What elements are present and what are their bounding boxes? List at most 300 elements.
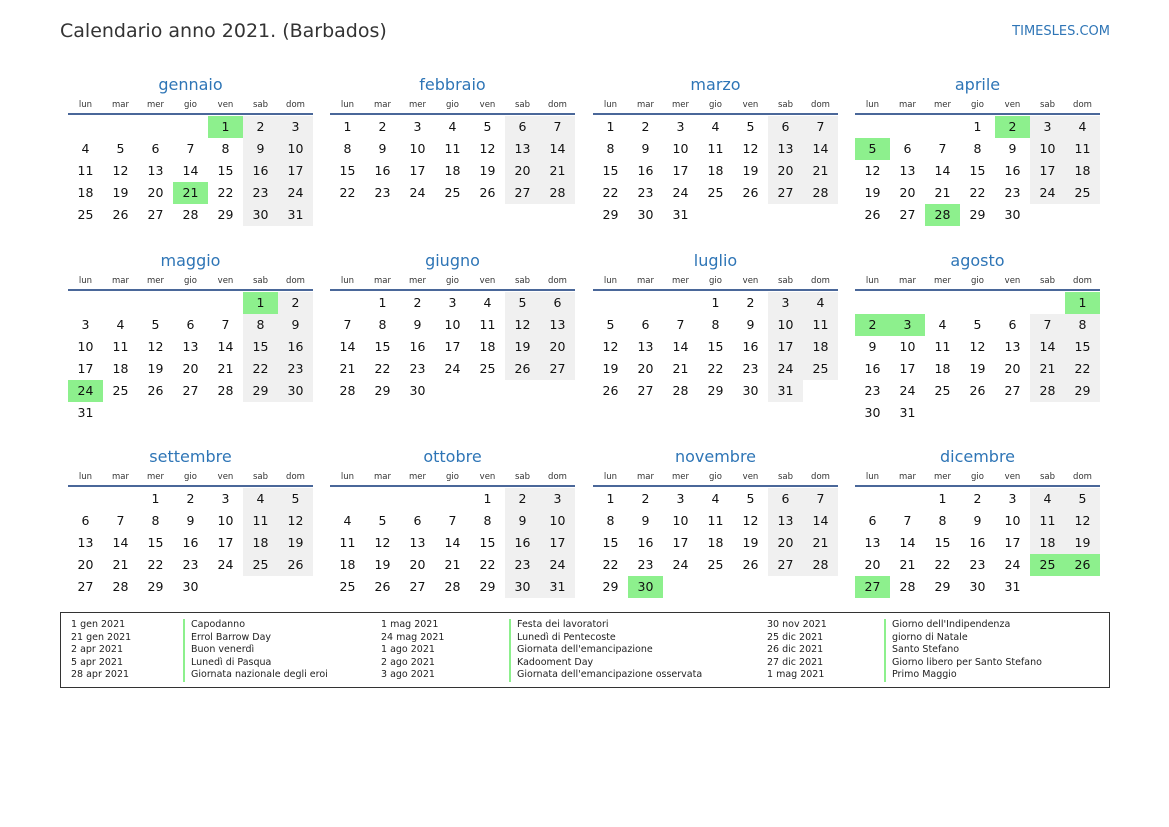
day-cell[interactable]: 19	[969, 361, 986, 376]
day-cell[interactable]: 14	[112, 535, 129, 550]
day-cell[interactable]: 26	[147, 383, 164, 398]
day-cell[interactable]: 2	[243, 116, 278, 138]
day-cell[interactable]: 24	[1030, 182, 1065, 204]
day-cell[interactable]: 13	[182, 339, 199, 354]
day-cell[interactable]: 31	[77, 405, 94, 420]
day-cell[interactable]: 28	[339, 383, 356, 398]
day-cell[interactable]: 9	[243, 138, 278, 160]
day-cell[interactable]: 20	[505, 160, 540, 182]
day-cell[interactable]: 21	[803, 160, 838, 182]
day-cell[interactable]: 3	[676, 491, 685, 506]
day-cell[interactable]: 28	[217, 383, 234, 398]
day-cell[interactable]: 7	[116, 513, 125, 528]
day-cell[interactable]: 8	[221, 141, 230, 156]
day-cell[interactable]: 30	[969, 579, 986, 594]
day-cell[interactable]: 4	[1030, 488, 1065, 510]
day-cell[interactable]: 19	[112, 185, 129, 200]
day-cell[interactable]: 20	[899, 185, 916, 200]
day-cell[interactable]: 8	[938, 513, 947, 528]
holiday-day-cell[interactable]: 1	[1065, 292, 1100, 314]
day-cell[interactable]: 15	[707, 339, 724, 354]
day-cell[interactable]: 30	[243, 204, 278, 226]
day-cell[interactable]: 13	[147, 163, 164, 178]
day-cell[interactable]: 20	[768, 532, 803, 554]
day-cell[interactable]: 1	[606, 119, 615, 134]
day-cell[interactable]: 7	[1030, 314, 1065, 336]
day-cell[interactable]: 14	[934, 163, 951, 178]
day-cell[interactable]: 30	[864, 405, 881, 420]
day-cell[interactable]: 10	[768, 314, 803, 336]
day-cell[interactable]: 19	[505, 336, 540, 358]
day-cell[interactable]: 30	[505, 576, 540, 598]
day-cell[interactable]: 13	[864, 535, 881, 550]
day-cell[interactable]: 15	[479, 535, 496, 550]
day-cell[interactable]: 26	[505, 358, 540, 380]
day-cell[interactable]: 1	[711, 295, 720, 310]
day-cell[interactable]: 17	[1004, 535, 1021, 550]
day-cell[interactable]: 20	[540, 336, 575, 358]
day-cell[interactable]: 27	[182, 383, 199, 398]
day-cell[interactable]: 21	[803, 532, 838, 554]
day-cell[interactable]: 22	[934, 557, 951, 572]
day-cell[interactable]: 22	[147, 557, 164, 572]
day-cell[interactable]: 13	[77, 535, 94, 550]
day-cell[interactable]: 22	[479, 557, 496, 572]
day-cell[interactable]: 13	[899, 163, 916, 178]
day-cell[interactable]: 9	[641, 513, 650, 528]
day-cell[interactable]: 26	[742, 557, 759, 572]
day-cell[interactable]: 27	[147, 207, 164, 222]
day-cell[interactable]: 15	[243, 336, 278, 358]
day-cell[interactable]: 29	[374, 383, 391, 398]
day-cell[interactable]: 9	[505, 510, 540, 532]
day-cell[interactable]: 3	[448, 295, 457, 310]
day-cell[interactable]: 18	[934, 361, 951, 376]
day-cell[interactable]: 1	[378, 295, 387, 310]
day-cell[interactable]: 23	[969, 557, 986, 572]
day-cell[interactable]: 9	[868, 339, 877, 354]
day-cell[interactable]: 20	[637, 361, 654, 376]
day-cell[interactable]: 6	[1008, 317, 1017, 332]
day-cell[interactable]: 17	[409, 163, 426, 178]
day-cell[interactable]: 30	[278, 380, 313, 402]
day-cell[interactable]: 6	[768, 488, 803, 510]
day-cell[interactable]: 10	[217, 513, 234, 528]
day-cell[interactable]: 29	[147, 579, 164, 594]
day-cell[interactable]: 24	[278, 182, 313, 204]
day-cell[interactable]: 11	[934, 339, 951, 354]
day-cell[interactable]: 24	[540, 554, 575, 576]
day-cell[interactable]: 18	[1030, 532, 1065, 554]
day-cell[interactable]: 15	[217, 163, 234, 178]
day-cell[interactable]: 25	[112, 383, 129, 398]
day-cell[interactable]: 17	[444, 339, 461, 354]
day-cell[interactable]: 23	[864, 383, 881, 398]
day-cell[interactable]: 31	[540, 576, 575, 598]
day-cell[interactable]: 8	[711, 317, 720, 332]
day-cell[interactable]: 26	[602, 383, 619, 398]
day-cell[interactable]: 25	[934, 383, 951, 398]
day-cell[interactable]: 17	[217, 535, 234, 550]
day-cell[interactable]: 17	[1030, 160, 1065, 182]
day-cell[interactable]: 3	[278, 116, 313, 138]
day-cell[interactable]: 1	[938, 491, 947, 506]
day-cell[interactable]: 10	[672, 513, 689, 528]
day-cell[interactable]: 20	[768, 160, 803, 182]
day-cell[interactable]: 16	[505, 532, 540, 554]
day-cell[interactable]: 15	[1065, 336, 1100, 358]
day-cell[interactable]: 15	[602, 535, 619, 550]
day-cell[interactable]: 4	[116, 317, 125, 332]
day-cell[interactable]: 7	[803, 488, 838, 510]
day-cell[interactable]: 25	[803, 358, 838, 380]
day-cell[interactable]: 21	[217, 361, 234, 376]
day-cell[interactable]: 6	[641, 317, 650, 332]
day-cell[interactable]: 2	[973, 491, 982, 506]
day-cell[interactable]: 30	[409, 383, 426, 398]
day-cell[interactable]: 12	[864, 163, 881, 178]
day-cell[interactable]: 25	[1065, 182, 1100, 204]
day-cell[interactable]: 2	[413, 295, 422, 310]
day-cell[interactable]: 23	[505, 554, 540, 576]
day-cell[interactable]: 11	[444, 141, 461, 156]
day-cell[interactable]: 10	[672, 141, 689, 156]
day-cell[interactable]: 24	[672, 557, 689, 572]
day-cell[interactable]: 10	[899, 339, 916, 354]
day-cell[interactable]: 11	[803, 314, 838, 336]
day-cell[interactable]: 4	[343, 513, 352, 528]
day-cell[interactable]: 18	[77, 185, 94, 200]
day-cell[interactable]: 26	[479, 185, 496, 200]
day-cell[interactable]: 10	[1004, 513, 1021, 528]
day-cell[interactable]: 16	[182, 535, 199, 550]
day-cell[interactable]: 8	[151, 513, 160, 528]
day-cell[interactable]: 7	[186, 141, 195, 156]
day-cell[interactable]: 27	[77, 579, 94, 594]
day-cell[interactable]: 22	[339, 185, 356, 200]
day-cell[interactable]: 20	[182, 361, 199, 376]
day-cell[interactable]: 15	[934, 535, 951, 550]
day-cell[interactable]: 4	[81, 141, 90, 156]
day-cell[interactable]: 27	[409, 579, 426, 594]
day-cell[interactable]: 3	[1030, 116, 1065, 138]
day-cell[interactable]: 27	[1004, 383, 1021, 398]
day-cell[interactable]: 13	[505, 138, 540, 160]
day-cell[interactable]: 16	[969, 535, 986, 550]
day-cell[interactable]: 23	[637, 185, 654, 200]
day-cell[interactable]: 12	[1065, 510, 1100, 532]
holiday-day-cell[interactable]: 28	[925, 204, 960, 226]
day-cell[interactable]: 15	[339, 163, 356, 178]
holiday-day-cell[interactable]: 1	[208, 116, 243, 138]
day-cell[interactable]: 22	[707, 361, 724, 376]
day-cell[interactable]: 10	[409, 141, 426, 156]
day-cell[interactable]: 24	[409, 185, 426, 200]
day-cell[interactable]: 11	[77, 163, 94, 178]
day-cell[interactable]: 11	[1065, 138, 1100, 160]
day-cell[interactable]: 3	[540, 488, 575, 510]
day-cell[interactable]: 7	[803, 116, 838, 138]
day-cell[interactable]: 7	[540, 116, 575, 138]
day-cell[interactable]: 5	[278, 488, 313, 510]
day-cell[interactable]: 7	[221, 317, 230, 332]
day-cell[interactable]: 10	[444, 317, 461, 332]
day-cell[interactable]: 9	[186, 513, 195, 528]
site-link[interactable]: TIMESLES.COM	[1012, 24, 1110, 39]
day-cell[interactable]: 8	[606, 141, 615, 156]
day-cell[interactable]: 17	[278, 160, 313, 182]
day-cell[interactable]: 1	[343, 119, 352, 134]
day-cell[interactable]: 14	[540, 138, 575, 160]
day-cell[interactable]: 21	[112, 557, 129, 572]
day-cell[interactable]: 22	[969, 185, 986, 200]
holiday-day-cell[interactable]: 25	[1030, 554, 1065, 576]
day-cell[interactable]: 9	[746, 317, 755, 332]
day-cell[interactable]: 9	[973, 513, 982, 528]
day-cell[interactable]: 8	[973, 141, 982, 156]
day-cell[interactable]: 5	[116, 141, 125, 156]
day-cell[interactable]: 31	[899, 405, 916, 420]
day-cell[interactable]: 28	[672, 383, 689, 398]
day-cell[interactable]: 13	[768, 138, 803, 160]
day-cell[interactable]: 18	[444, 163, 461, 178]
day-cell[interactable]: 31	[278, 204, 313, 226]
day-cell[interactable]: 1	[606, 491, 615, 506]
day-cell[interactable]: 2	[505, 488, 540, 510]
day-cell[interactable]: 23	[243, 182, 278, 204]
day-cell[interactable]: 10	[278, 138, 313, 160]
day-cell[interactable]: 10	[77, 339, 94, 354]
day-cell[interactable]: 4	[938, 317, 947, 332]
day-cell[interactable]: 5	[483, 119, 492, 134]
day-cell[interactable]: 18	[112, 361, 129, 376]
day-cell[interactable]: 14	[899, 535, 916, 550]
day-cell[interactable]: 25	[444, 185, 461, 200]
day-cell[interactable]: 26	[112, 207, 129, 222]
day-cell[interactable]: 6	[81, 513, 90, 528]
day-cell[interactable]: 9	[413, 317, 422, 332]
day-cell[interactable]: 2	[278, 292, 313, 314]
day-cell[interactable]: 30	[182, 579, 199, 594]
day-cell[interactable]: 6	[540, 292, 575, 314]
day-cell[interactable]: 13	[768, 510, 803, 532]
day-cell[interactable]: 12	[969, 339, 986, 354]
day-cell[interactable]: 10	[540, 510, 575, 532]
day-cell[interactable]: 2	[186, 491, 195, 506]
day-cell[interactable]: 23	[374, 185, 391, 200]
day-cell[interactable]: 5	[973, 317, 982, 332]
day-cell[interactable]: 4	[1065, 116, 1100, 138]
day-cell[interactable]: 20	[147, 185, 164, 200]
day-cell[interactable]: 23	[742, 361, 759, 376]
day-cell[interactable]: 9	[278, 314, 313, 336]
day-cell[interactable]: 14	[182, 163, 199, 178]
holiday-day-cell[interactable]: 1	[243, 292, 278, 314]
day-cell[interactable]: 4	[803, 292, 838, 314]
day-cell[interactable]: 9	[641, 141, 650, 156]
day-cell[interactable]: 28	[803, 554, 838, 576]
day-cell[interactable]: 4	[711, 119, 720, 134]
day-cell[interactable]: 27	[768, 182, 803, 204]
day-cell[interactable]: 21	[540, 160, 575, 182]
day-cell[interactable]: 9	[378, 141, 387, 156]
day-cell[interactable]: 16	[637, 163, 654, 178]
day-cell[interactable]: 21	[444, 557, 461, 572]
day-cell[interactable]: 18	[243, 532, 278, 554]
day-cell[interactable]: 23	[278, 358, 313, 380]
day-cell[interactable]: 20	[409, 557, 426, 572]
day-cell[interactable]: 1	[151, 491, 160, 506]
day-cell[interactable]: 25	[707, 185, 724, 200]
day-cell[interactable]: 5	[606, 317, 615, 332]
day-cell[interactable]: 25	[77, 207, 94, 222]
day-cell[interactable]: 11	[339, 535, 356, 550]
day-cell[interactable]: 5	[378, 513, 387, 528]
day-cell[interactable]: 22	[602, 185, 619, 200]
day-cell[interactable]: 6	[186, 317, 195, 332]
day-cell[interactable]: 24	[672, 185, 689, 200]
day-cell[interactable]: 12	[278, 510, 313, 532]
day-cell[interactable]: 25	[339, 579, 356, 594]
day-cell[interactable]: 17	[672, 163, 689, 178]
day-cell[interactable]: 18	[707, 535, 724, 550]
day-cell[interactable]: 23	[409, 361, 426, 376]
holiday-day-cell[interactable]: 27	[855, 576, 890, 598]
day-cell[interactable]: 14	[444, 535, 461, 550]
day-cell[interactable]: 23	[182, 557, 199, 572]
day-cell[interactable]: 11	[243, 510, 278, 532]
day-cell[interactable]: 21	[1030, 358, 1065, 380]
day-cell[interactable]: 4	[483, 295, 492, 310]
day-cell[interactable]: 28	[540, 182, 575, 204]
day-cell[interactable]: 12	[147, 339, 164, 354]
day-cell[interactable]: 3	[81, 317, 90, 332]
day-cell[interactable]: 19	[742, 163, 759, 178]
day-cell[interactable]: 18	[803, 336, 838, 358]
day-cell[interactable]: 5	[1065, 488, 1100, 510]
day-cell[interactable]: 24	[1004, 557, 1021, 572]
day-cell[interactable]: 6	[768, 116, 803, 138]
day-cell[interactable]: 22	[243, 358, 278, 380]
day-cell[interactable]: 7	[343, 317, 352, 332]
holiday-day-cell[interactable]: 26	[1065, 554, 1100, 576]
day-cell[interactable]: 5	[151, 317, 160, 332]
day-cell[interactable]: 29	[707, 383, 724, 398]
day-cell[interactable]: 27	[899, 207, 916, 222]
day-cell[interactable]: 9	[1008, 141, 1017, 156]
day-cell[interactable]: 4	[711, 491, 720, 506]
day-cell[interactable]: 16	[374, 163, 391, 178]
day-cell[interactable]: 3	[1008, 491, 1017, 506]
day-cell[interactable]: 7	[938, 141, 947, 156]
day-cell[interactable]: 19	[374, 557, 391, 572]
day-cell[interactable]: 27	[540, 358, 575, 380]
day-cell[interactable]: 17	[672, 535, 689, 550]
day-cell[interactable]: 17	[77, 361, 94, 376]
day-cell[interactable]: 16	[864, 361, 881, 376]
day-cell[interactable]: 4	[448, 119, 457, 134]
day-cell[interactable]: 30	[742, 383, 759, 398]
day-cell[interactable]: 8	[243, 314, 278, 336]
day-cell[interactable]: 15	[374, 339, 391, 354]
day-cell[interactable]: 7	[448, 513, 457, 528]
day-cell[interactable]: 8	[483, 513, 492, 528]
day-cell[interactable]: 20	[77, 557, 94, 572]
day-cell[interactable]: 16	[742, 339, 759, 354]
day-cell[interactable]: 17	[540, 532, 575, 554]
day-cell[interactable]: 11	[479, 317, 496, 332]
day-cell[interactable]: 13	[409, 535, 426, 550]
day-cell[interactable]: 12	[479, 141, 496, 156]
day-cell[interactable]: 22	[374, 361, 391, 376]
day-cell[interactable]: 17	[768, 336, 803, 358]
day-cell[interactable]: 29	[479, 579, 496, 594]
holiday-day-cell[interactable]: 24	[68, 380, 103, 402]
day-cell[interactable]: 26	[969, 383, 986, 398]
day-cell[interactable]: 12	[374, 535, 391, 550]
day-cell[interactable]: 11	[707, 513, 724, 528]
day-cell[interactable]: 24	[768, 358, 803, 380]
day-cell[interactable]: 28	[112, 579, 129, 594]
day-cell[interactable]: 28	[899, 579, 916, 594]
day-cell[interactable]: 16	[1004, 163, 1021, 178]
day-cell[interactable]: 16	[637, 535, 654, 550]
day-cell[interactable]: 31	[672, 207, 689, 222]
day-cell[interactable]: 5	[746, 491, 755, 506]
day-cell[interactable]: 31	[768, 380, 803, 402]
day-cell[interactable]: 8	[378, 317, 387, 332]
day-cell[interactable]: 8	[1065, 314, 1100, 336]
day-cell[interactable]: 1	[483, 491, 492, 506]
day-cell[interactable]: 20	[1004, 361, 1021, 376]
day-cell[interactable]: 23	[1004, 185, 1021, 200]
holiday-day-cell[interactable]: 5	[855, 138, 890, 160]
day-cell[interactable]: 24	[444, 361, 461, 376]
day-cell[interactable]: 21	[672, 361, 689, 376]
day-cell[interactable]: 14	[339, 339, 356, 354]
day-cell[interactable]: 29	[969, 207, 986, 222]
day-cell[interactable]: 26	[742, 185, 759, 200]
day-cell[interactable]: 3	[676, 119, 685, 134]
day-cell[interactable]: 6	[151, 141, 160, 156]
day-cell[interactable]: 18	[479, 339, 496, 354]
day-cell[interactable]: 14	[803, 510, 838, 532]
day-cell[interactable]: 19	[864, 185, 881, 200]
day-cell[interactable]: 18	[707, 163, 724, 178]
day-cell[interactable]: 15	[147, 535, 164, 550]
day-cell[interactable]: 29	[243, 380, 278, 402]
holiday-day-cell[interactable]: 2	[855, 314, 890, 336]
day-cell[interactable]: 27	[505, 182, 540, 204]
day-cell[interactable]: 6	[505, 116, 540, 138]
day-cell[interactable]: 17	[899, 361, 916, 376]
day-cell[interactable]: 30	[1004, 207, 1021, 222]
day-cell[interactable]: 2	[641, 491, 650, 506]
day-cell[interactable]: 18	[339, 557, 356, 572]
day-cell[interactable]: 26	[374, 579, 391, 594]
day-cell[interactable]: 14	[672, 339, 689, 354]
day-cell[interactable]: 22	[602, 557, 619, 572]
day-cell[interactable]: 27	[637, 383, 654, 398]
day-cell[interactable]: 29	[602, 207, 619, 222]
day-cell[interactable]: 15	[969, 163, 986, 178]
day-cell[interactable]: 4	[243, 488, 278, 510]
day-cell[interactable]: 7	[676, 317, 685, 332]
day-cell[interactable]: 2	[378, 119, 387, 134]
day-cell[interactable]: 3	[768, 292, 803, 314]
day-cell[interactable]: 13	[540, 314, 575, 336]
day-cell[interactable]: 3	[413, 119, 422, 134]
